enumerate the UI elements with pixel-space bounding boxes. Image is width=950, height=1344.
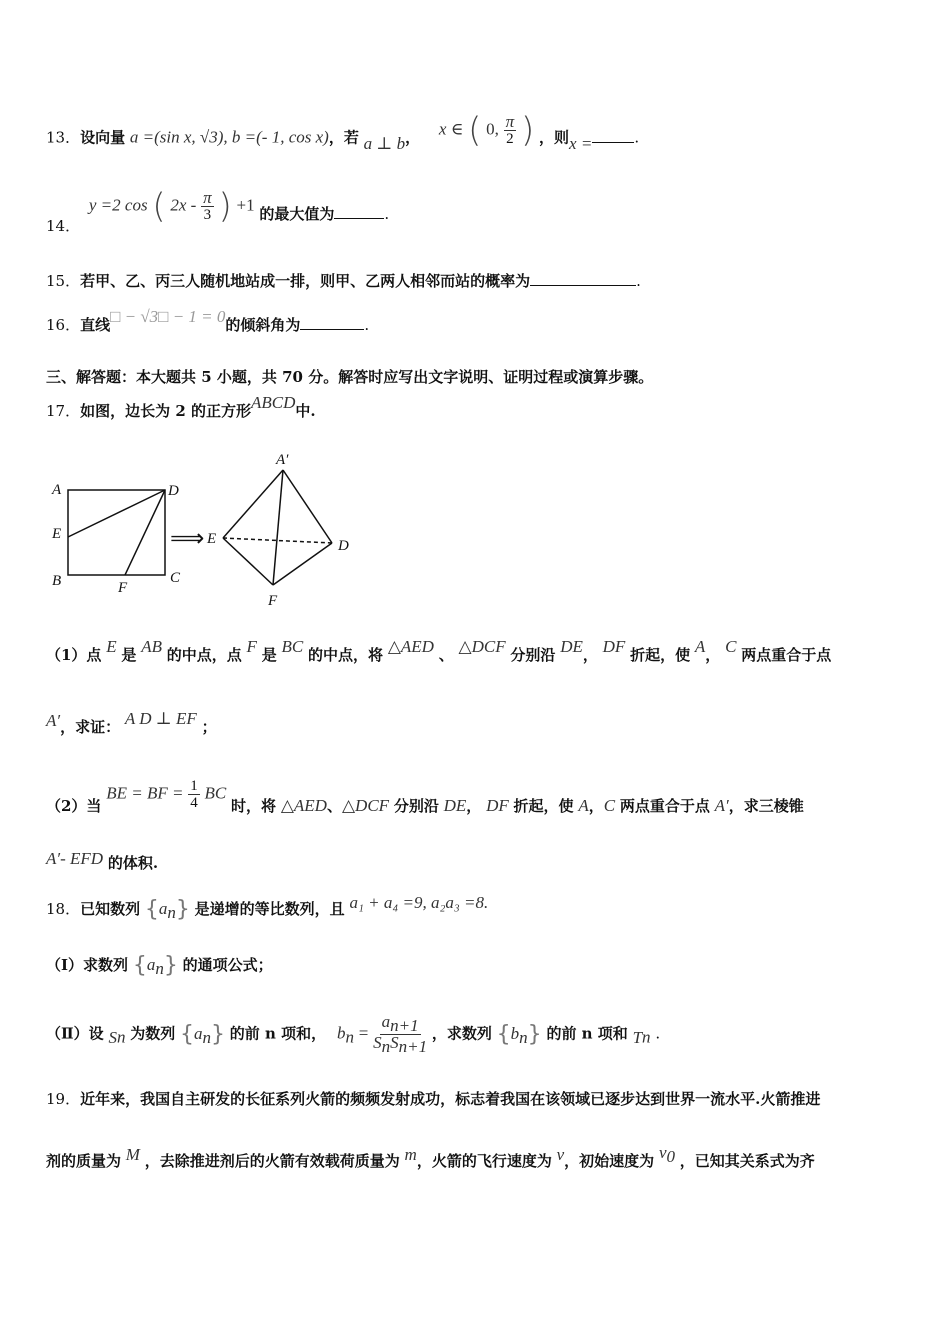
label-f: F (118, 580, 128, 596)
q14-expr-part: +1 (236, 195, 255, 215)
den-sub1: n (381, 1037, 391, 1056)
q13-vector-expression: a =(sin x, √3), b =(- 1, cos x) (129, 127, 329, 147)
seq-sub: n (202, 1027, 212, 1047)
point-c: C (603, 795, 616, 815)
q13-text: 设向量 (80, 128, 126, 147)
q14-end: . (384, 204, 390, 223)
q18-text: 是递增的等比数列，且 (194, 900, 345, 918)
left-paren: ( (468, 110, 482, 151)
q19-text: 剂的质量为 (46, 1152, 122, 1170)
mass-m-small: m (404, 1145, 417, 1164)
q13-text: ，若 (328, 128, 359, 147)
q18-part2 (46, 1014, 660, 1055)
frac-denominator (373, 1035, 427, 1055)
q18-text: 为数列 (130, 1024, 176, 1043)
q16-text: 直线 (80, 316, 111, 334)
triangle-dcf: △DCF (458, 637, 506, 656)
q18-part1 (46, 954, 273, 980)
q19-text: 近年来，我国自主研发的长征系列火箭的频频发射成功，标志着我国在该领域已逐步达到世界一流水平.火箭推进 (80, 1090, 821, 1108)
sum-t: T (632, 1027, 643, 1047)
q18-text: 已知数列 (80, 900, 141, 918)
q19-text: ，初始速度为 (564, 1152, 655, 1170)
q13-interval-zero: 0, (486, 119, 499, 139)
mass-m-big: M (125, 1145, 140, 1164)
q17-text: 中. (295, 402, 316, 420)
seq-sub: n (155, 959, 164, 978)
question-19-line1 (46, 1088, 820, 1110)
seq-letter: a (146, 955, 156, 974)
den-s2: S (390, 1033, 399, 1052)
q15-answer-blank (530, 271, 636, 286)
q18-bn-definition (337, 1014, 427, 1055)
q17-text: ， (582, 646, 598, 664)
edge-a-d (283, 470, 332, 543)
q13-answer-blank (592, 128, 634, 143)
question-number: 17． (46, 402, 81, 420)
question-15 (46, 270, 641, 292)
q17-condition-text: BE = BF = (106, 783, 184, 803)
q13-text: ， (405, 128, 421, 147)
q17-text: 、 (438, 646, 454, 664)
point-f: F (246, 637, 257, 656)
question-14 (46, 186, 390, 235)
segment-fd (125, 490, 165, 575)
left-paren: ( (152, 186, 166, 227)
q17-text: ， (705, 646, 721, 664)
question-number: 16． (46, 316, 81, 334)
q14-pi-over-3 (201, 190, 214, 223)
q17-text: 是 (261, 646, 277, 664)
q17-text: 的体积. (107, 854, 159, 872)
q18-text: 的通项公式； (182, 956, 273, 974)
seq-letter: a (194, 1023, 203, 1043)
label-f-right: F (268, 593, 278, 608)
edge-e-f (223, 538, 273, 585)
sum-sub: n (116, 1027, 126, 1047)
edge-a-e (223, 470, 283, 538)
seq-sub: n (167, 903, 176, 922)
q19-text: ，已知其关系式为齐 (679, 1152, 815, 1170)
frac-numerator: π (203, 188, 212, 207)
segment-bc: BC (281, 637, 304, 656)
q17-text: 、 (326, 796, 342, 815)
v0-sub: 0 (666, 1147, 676, 1166)
question-17 (46, 393, 316, 422)
pyramid-label: A′- EFD (46, 849, 104, 868)
q17-text: 的中点，将 (308, 646, 384, 664)
q17-part2-label: （2）当 (46, 796, 102, 815)
num-a: a (381, 1012, 391, 1031)
q16-text: 的倾斜角为 (225, 316, 301, 334)
q19-text: ，火箭的飞行速度为 (416, 1152, 552, 1170)
q17-part2-line1 (46, 778, 804, 815)
q14-expression (88, 186, 255, 227)
q17-part2-rest (231, 797, 804, 815)
frac-denominator: 2 (506, 131, 514, 147)
q17-part1-line1 (46, 637, 832, 666)
triangle-dcf: △DCF (341, 795, 390, 815)
q18-sequence-a: $\{a_n\}$ (144, 897, 190, 922)
seq-letter: a (158, 899, 168, 918)
frac-denominator: 4 (190, 795, 198, 811)
equals: = (358, 1023, 369, 1043)
q17-text: 折起，使 (513, 796, 574, 815)
question-number: 19． (46, 1090, 81, 1108)
q14-answer-blank (334, 204, 384, 219)
right-paren: ) (520, 110, 535, 151)
q18-end: . (655, 1024, 661, 1043)
initial-velocity (658, 1143, 676, 1166)
question-19-line2 (46, 1143, 815, 1176)
q17-text: ，求三棱锥 (728, 796, 804, 815)
question-13 (46, 110, 640, 155)
q17-text: 是 (121, 646, 137, 664)
q13-text: ，则 (539, 128, 570, 147)
point-a-prime: A′ (46, 711, 61, 730)
q16-answer-blank (300, 315, 364, 330)
den-sub2: n+1 (398, 1037, 428, 1056)
triangle-aed: △AED (280, 795, 327, 815)
q13-x-in: x ∈ (438, 119, 464, 139)
q19-text: ，去除推进剂后的火箭有效载荷质量为 (144, 1152, 400, 1170)
q14-text: 的最大值为 (259, 204, 335, 223)
label-e-right: E (207, 531, 217, 547)
fold-arrow: ⟹ (170, 526, 205, 552)
num-sub: n+1 (390, 1016, 419, 1035)
seq-sub: n (519, 1027, 528, 1047)
q18-text: 的前 n 项和 (546, 1024, 628, 1043)
q15-end: . (636, 272, 641, 290)
point-a: A (578, 795, 589, 815)
den-s1: S (373, 1033, 382, 1052)
q18-part1-label: （Ⅰ）求数列 (46, 956, 129, 974)
frac-numerator (380, 1014, 421, 1035)
frac-numerator: π (505, 112, 515, 131)
b-letter: b (336, 1023, 346, 1043)
q18-fraction (373, 1014, 427, 1055)
frac-numerator: 1 (190, 778, 198, 794)
q17-figure (46, 446, 366, 608)
q13-interval (438, 110, 535, 151)
q17-text: ， (588, 796, 604, 815)
question-number: 14． (46, 216, 81, 235)
q18-condition: a₁ + a₄ =9, a₂a₃ =8. (349, 893, 489, 912)
q13-pi-over-2 (504, 114, 517, 147)
edge-a-f (273, 470, 283, 585)
q13-perpendicular: a ⊥ b (363, 133, 406, 153)
segment-bc: BC (204, 783, 227, 803)
q17-square-label: ABCD (250, 393, 296, 412)
q17-text: 的中点，点 (166, 646, 242, 664)
q18-sequence-a: $\{a_n\}$ (132, 953, 178, 978)
segment-de: DE (560, 637, 583, 656)
question-18 (46, 893, 489, 924)
q16-line-equation: □ − √3□ − 1 = 0 (110, 307, 226, 326)
label-c: C (170, 570, 181, 586)
q16-end: . (364, 316, 370, 334)
q18-sequence-b: $\{b_n\}$ (496, 1021, 542, 1047)
q17-text: 如图，边长为 2 的正方形 (80, 402, 251, 420)
seq-letter: b (510, 1023, 520, 1043)
section-heading: 三、解答题：本大题共 5 小题，共 70 分。解答时应写出文字说明、证明过程或演算步骤。 (46, 368, 654, 386)
segment-df: DF (486, 795, 509, 815)
q17-condition (106, 778, 226, 811)
label-d: D (168, 483, 179, 499)
q17-part2-line2 (46, 849, 159, 874)
b-sub: n (345, 1027, 354, 1047)
v0-letter: v (658, 1143, 667, 1162)
right-paren: ) (218, 186, 232, 227)
sum-s: S (108, 1027, 117, 1047)
q18-text: 的前 n 项和， (229, 1024, 327, 1043)
point-c: C (725, 637, 737, 656)
q17-text: 两点重合于点 (619, 796, 710, 815)
q17-text: ， (466, 796, 482, 815)
segment-ab: AB (141, 637, 162, 656)
q17-text: 两点重合于点 (741, 646, 832, 664)
q17-text: 时，将 (231, 796, 277, 815)
label-a-prime: A′ (276, 452, 289, 468)
square-abcd (68, 490, 165, 575)
label-e: E (52, 526, 62, 542)
q13-end: . (634, 128, 640, 147)
point-a-prime: A′ (714, 795, 729, 815)
q17-part1-label: （1）点 (46, 646, 102, 664)
q17-text: 分别沿 (393, 796, 439, 815)
edge-d-f (273, 543, 332, 585)
q18-sequence-a: $\{a_n\}$ (180, 1021, 226, 1047)
segment-df: DF (602, 637, 626, 656)
segment-ed (68, 490, 165, 537)
question-number: 13． (46, 128, 81, 147)
velocity-v: v (556, 1145, 565, 1164)
q17-part1-line2 (46, 709, 217, 738)
point-e: E (106, 637, 117, 656)
q13-x-equals: x = (569, 133, 593, 153)
question-16 (46, 307, 370, 336)
frac-denominator: 3 (203, 207, 212, 223)
label-a: A (52, 482, 62, 498)
q17-claim: A D ⊥ EF (124, 709, 197, 728)
q14-expr-part: y =2 cos (88, 195, 148, 215)
label-b: B (52, 573, 62, 589)
q17-text: ； (201, 718, 217, 736)
point-a: A (694, 637, 706, 656)
question-number: 18． (46, 900, 81, 918)
label-d-right: D (338, 538, 349, 554)
t-sub: n (642, 1027, 651, 1047)
q17-text: 折起，使 (630, 646, 691, 664)
q15-text: 若甲、乙、丙三人随机地站成一排，则甲、乙两人相邻而站的概率为 (80, 272, 531, 290)
q14-expr-part: 2x - (170, 195, 197, 215)
triangle-aed: △AED (387, 637, 434, 656)
segment-de: DE (443, 795, 467, 815)
q17-text: 分别沿 (510, 646, 556, 664)
q18-part2-label: （Ⅱ）设 (46, 1024, 104, 1043)
q18-text: ，求数列 (431, 1024, 492, 1043)
q17-text: ，求证： (60, 718, 121, 736)
question-number: 15． (46, 272, 81, 290)
q17-one-quarter (188, 778, 200, 811)
